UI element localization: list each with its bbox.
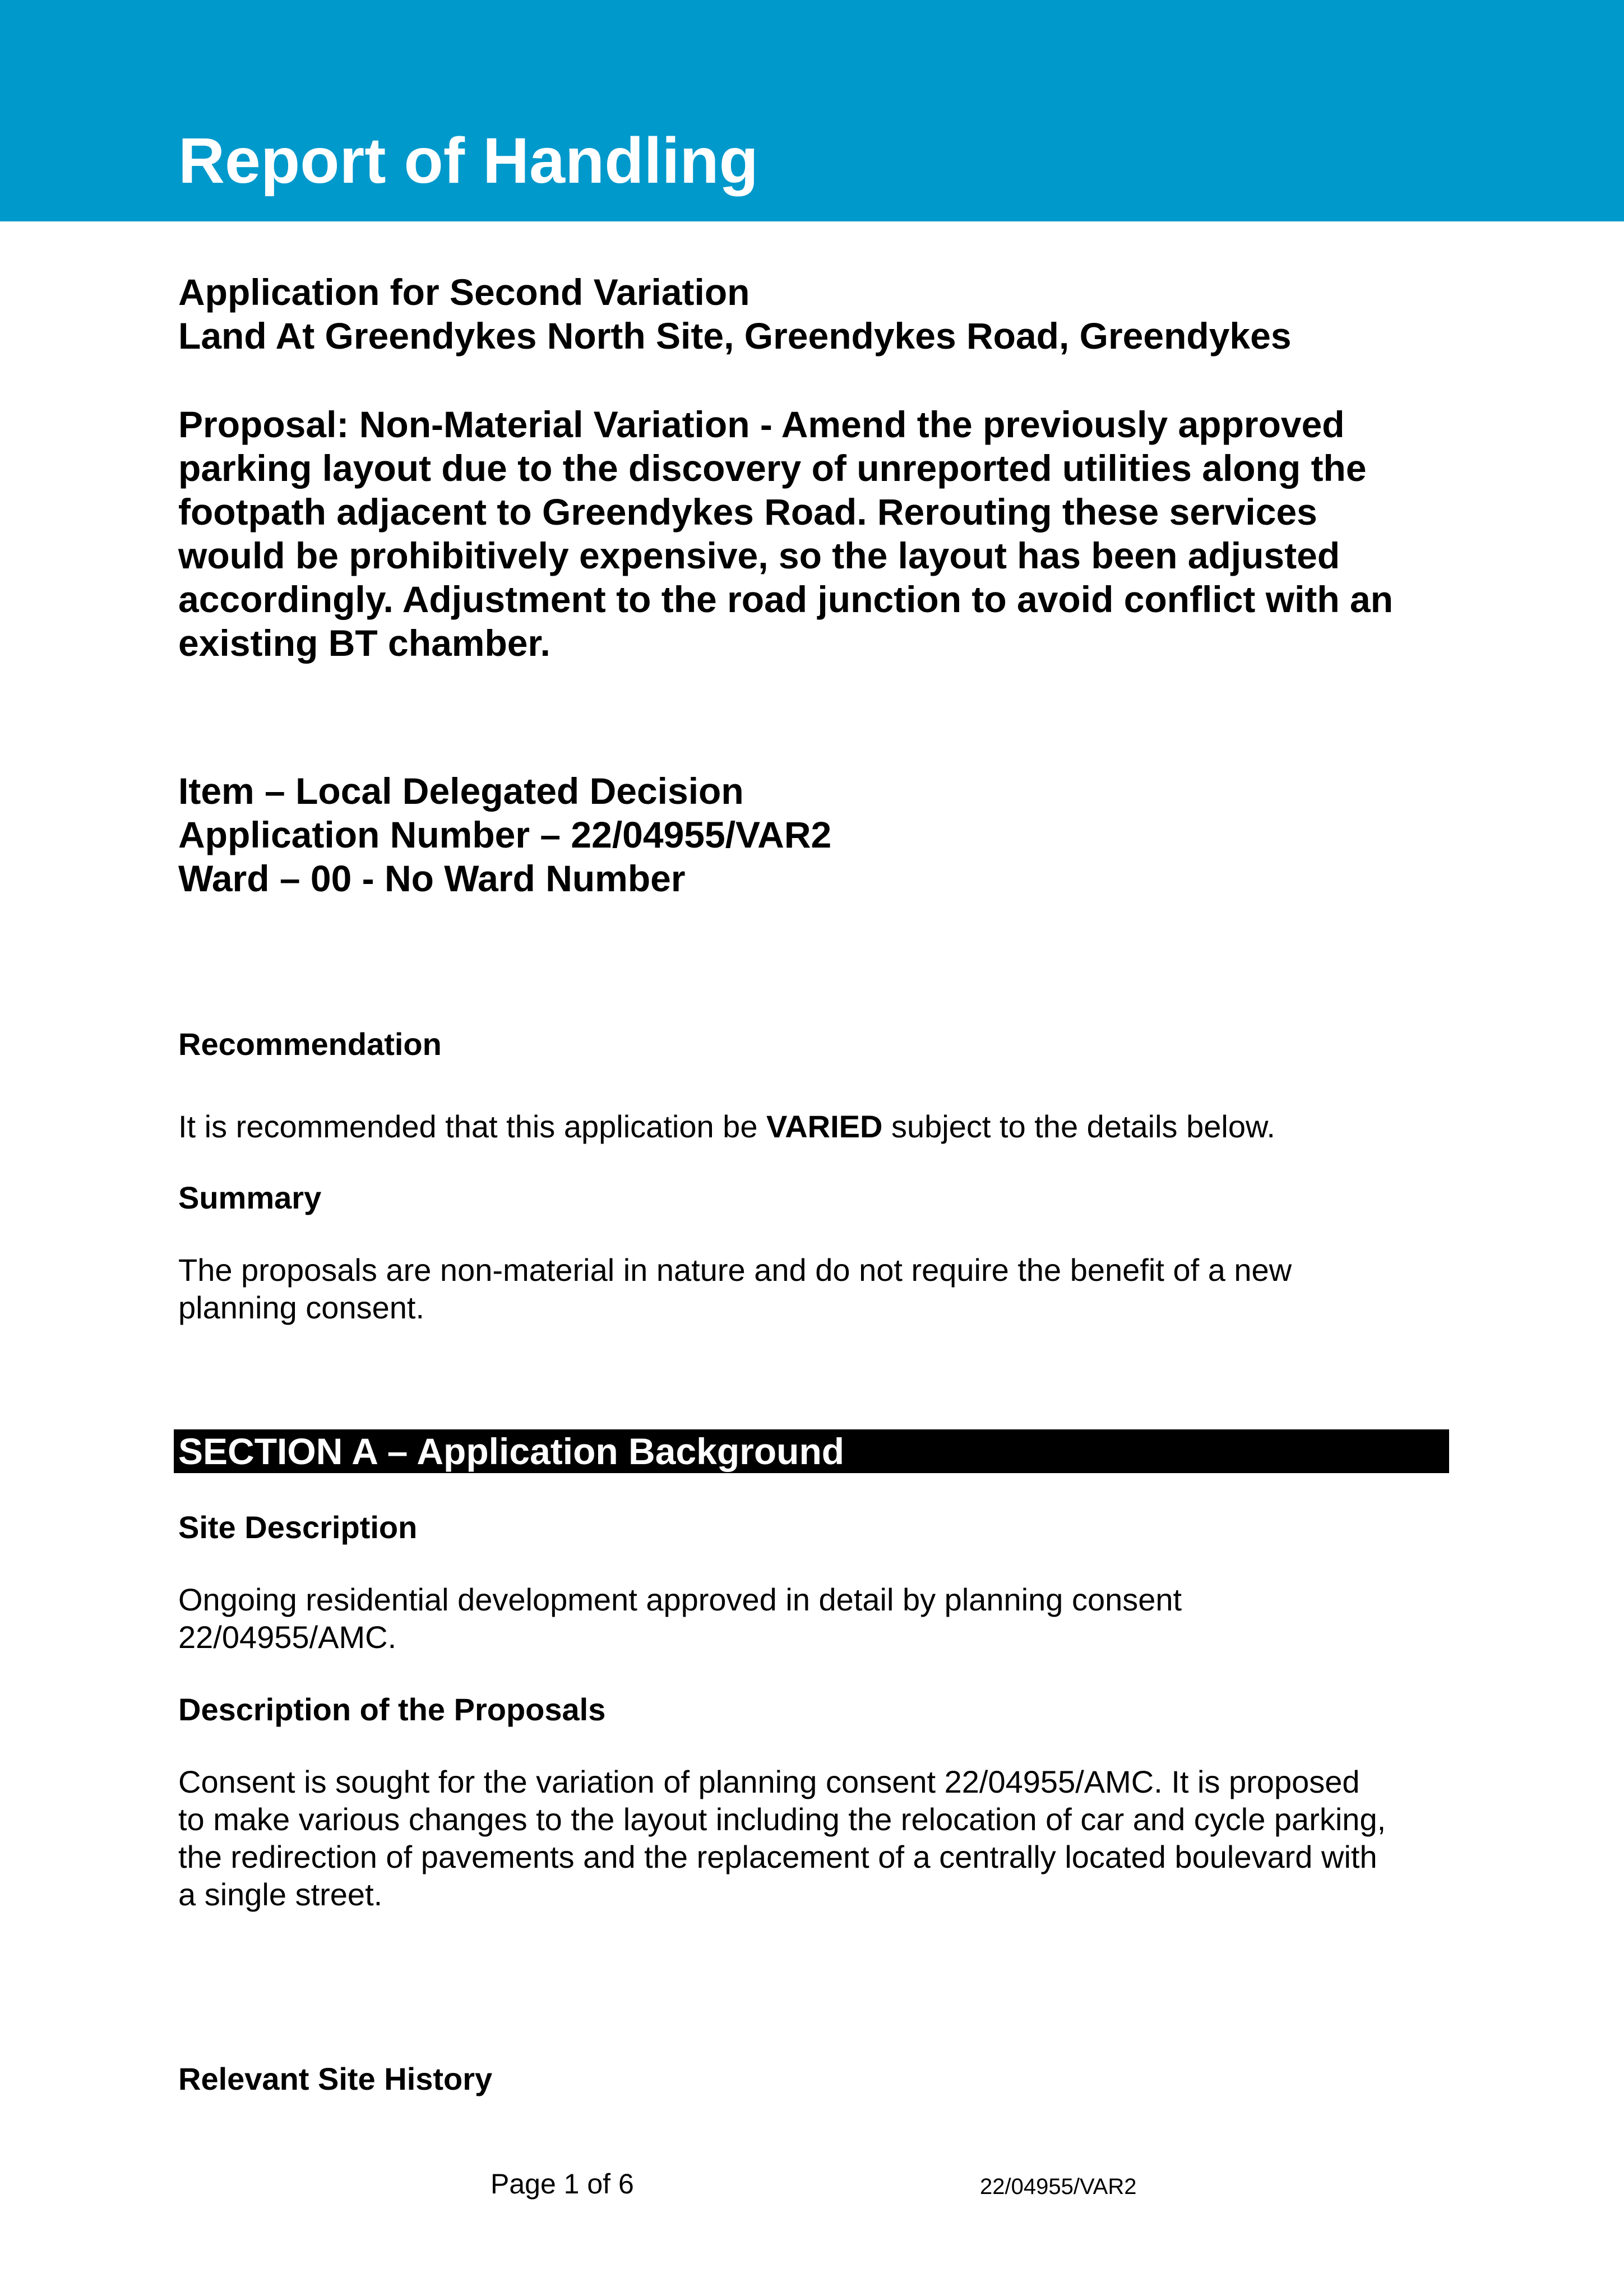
proposal-line: Proposal: Non-Material Variation - Amend the previously approved [178, 404, 1345, 445]
proposals-heading: Description of the Proposals [178, 1692, 606, 1727]
proposal-line: accordingly. Adjustment to the road junction to avoid conflict with an [178, 578, 1394, 620]
application-type: Application for Second Variation [178, 271, 750, 313]
summary-heading: Summary [178, 1180, 322, 1215]
application-heading [178, 270, 1468, 358]
ward-line: Ward – 00 - No Ward Number [178, 858, 686, 899]
proposal-text [178, 402, 1468, 665]
site-history-heading: Relevant Site History [178, 2061, 493, 2096]
recommendation-heading: Recommendation [178, 1026, 442, 1062]
item-line: Item – Local Delegated Decision [178, 770, 744, 812]
recommendation-text [178, 1108, 1468, 1145]
section-a-bar [174, 1429, 1449, 1473]
application-number: Application Number – 22/04955/VAR2 [178, 814, 832, 855]
site-description-line: 22/04955/AMC. [178, 1619, 397, 1655]
recommendation-text-before: It is recommended that this application be [178, 1109, 767, 1144]
section-a-title: SECTION A – Application Background [178, 1431, 845, 1472]
summary-text [178, 1251, 1468, 1326]
proposal-line: footpath adjacent to Greendykes Road. Rerouting these services [178, 491, 1317, 533]
proposals-line: a single street. [178, 1877, 383, 1912]
recommendation-decision: VARIED [766, 1109, 883, 1144]
proposals-line: the redirection of pavements and the replacement of a centrally located boulevard with [178, 1839, 1377, 1874]
proposals-line: to make various changes to the layout including the relocation of car and cycle parking, [178, 1802, 1386, 1837]
summary-line: planning consent. [178, 1290, 425, 1325]
proposal-line: parking layout due to the discovery of unreported utilities along the [178, 447, 1367, 489]
footer-page-number: Page 1 of 6 [491, 2168, 634, 2200]
site-description-line: Ongoing residential development approved in detail by planning consent [178, 1582, 1182, 1617]
site-description-heading: Site Description [178, 1510, 418, 1545]
recommendation-text-after: subject to the details below. [882, 1109, 1275, 1144]
proposal-line: would be prohibitively expensive, so the layout has been adjusted [178, 535, 1340, 576]
proposals-text [178, 1763, 1468, 1913]
header-banner [0, 0, 1624, 221]
site-description-text [178, 1581, 1468, 1656]
application-meta [178, 769, 1468, 900]
proposal-line: existing BT chamber. [178, 622, 550, 664]
proposals-line: Consent is sought for the variation of planning consent 22/04955/AMC. It is proposed [178, 1764, 1360, 1799]
footer-reference: 22/04955/VAR2 [980, 2174, 1137, 2199]
report-title: Report of Handling [178, 125, 758, 197]
summary-line: The proposals are non-material in nature and do not require the benefit of a new [178, 1252, 1292, 1288]
application-address: Land At Greendykes North Site, Greendykes Road, Greendykes [178, 315, 1292, 357]
